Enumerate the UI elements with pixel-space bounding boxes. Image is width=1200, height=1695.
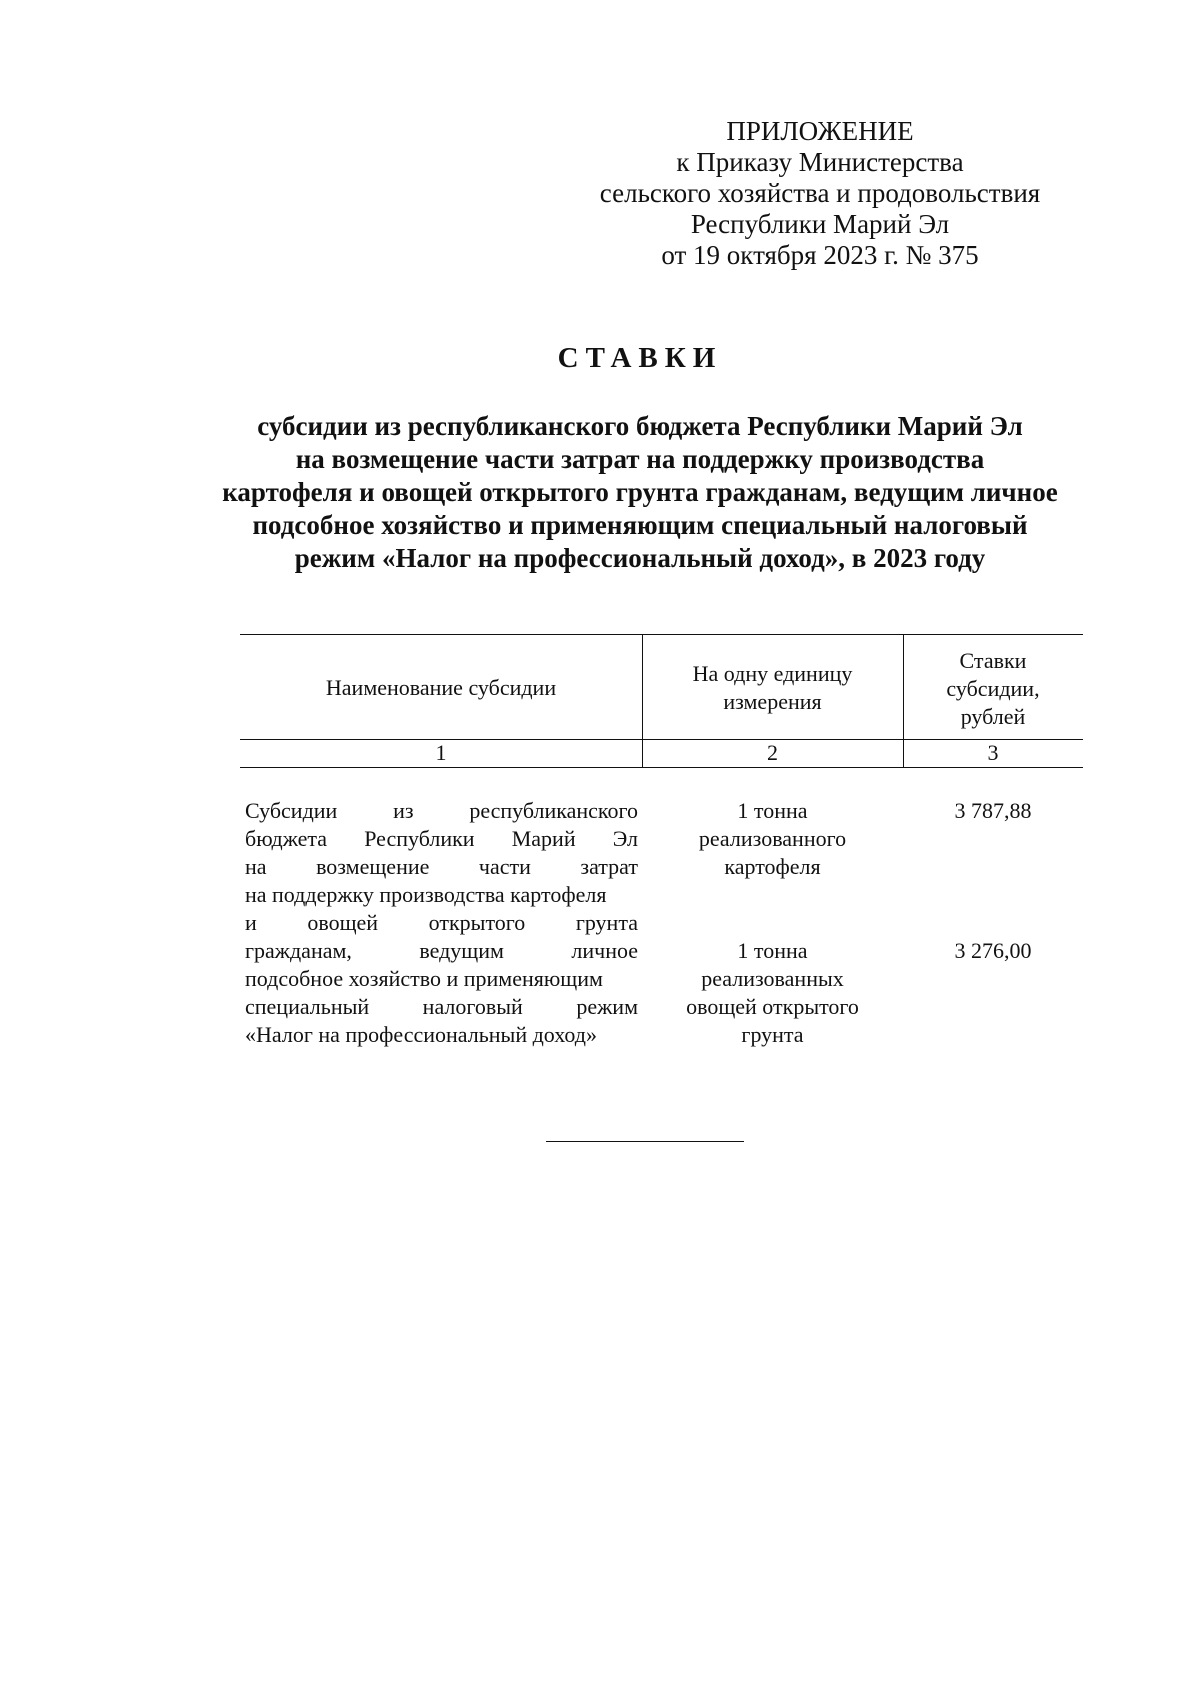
- word: и: [245, 910, 257, 935]
- appendix-label: ПРИЛОЖЕНИЕ: [726, 116, 914, 146]
- column-number: 1: [435, 740, 447, 765]
- rate-cell-potatoes: 3 787,88: [954, 798, 1032, 823]
- document-title: СТАВКИ: [557, 342, 723, 374]
- unit-line: реализованных: [701, 966, 844, 991]
- word: на: [245, 854, 267, 879]
- word: республиканского: [469, 798, 638, 823]
- column-number: 3: [987, 740, 999, 765]
- unit-cell-potatoes: [642, 797, 903, 881]
- rate-cell-vegetables: 3 276,00: [954, 938, 1032, 963]
- subtitle-line: картофеля и овощей открытого грунта гражданам, ведущим личное: [222, 477, 1058, 507]
- appendix-order-ref: к Приказу Министерства: [676, 147, 964, 177]
- column-number: 2: [767, 740, 778, 765]
- unit-line: картофеля: [724, 854, 821, 879]
- unit-line: реализованного: [698, 826, 847, 851]
- unit-cell-vegetables: [642, 937, 903, 1049]
- subsidy-name-line: [245, 937, 638, 965]
- appendix-date-number: от 19 октября 2023 г. № 375: [661, 240, 979, 270]
- unit-line: грунта: [741, 1022, 804, 1047]
- word: специальный: [245, 994, 370, 1019]
- word: бюджета: [245, 826, 328, 851]
- header-subsidy-name: Наименование субсидии: [325, 675, 557, 700]
- word: налоговый: [422, 994, 523, 1019]
- word: овощей: [307, 910, 379, 935]
- word: возмещение: [316, 854, 430, 879]
- word: личное: [571, 938, 638, 963]
- header-unit-line: На одну единицу: [692, 661, 853, 686]
- header-rate-line: субсидии,: [946, 676, 1040, 701]
- table-top-rule: [240, 634, 1083, 635]
- subsidy-name-line: [245, 909, 638, 937]
- appendix-republic: Республики Марий Эл: [690, 209, 950, 239]
- word: ведущим: [419, 938, 504, 963]
- table-numbering-rule: [240, 767, 1083, 768]
- word: Марий: [511, 826, 576, 851]
- header-unit-line: измерения: [723, 689, 822, 714]
- unit-line: 1 тонна: [737, 798, 808, 823]
- word: гражданам,: [245, 938, 352, 963]
- word: Республики: [364, 826, 475, 851]
- header-rate: [903, 647, 1083, 731]
- document-subtitle: [190, 410, 1090, 575]
- word: грунта: [575, 910, 638, 935]
- closing-rule: [546, 1141, 744, 1142]
- subsidy-name-line: [245, 797, 638, 825]
- word: Субсидии: [245, 798, 338, 823]
- word: части: [478, 854, 531, 879]
- subsidy-name-line: [245, 853, 638, 881]
- word: открытого: [428, 910, 526, 935]
- unit-line: 1 тонна: [737, 938, 808, 963]
- word: Эл: [612, 826, 638, 851]
- subsidy-name-line: [245, 993, 638, 1021]
- header-unit: [642, 660, 903, 716]
- header-rate-line: Ставки: [959, 648, 1027, 673]
- subtitle-line: режим «Налог на профессиональный доход», в 2023 году: [294, 543, 986, 573]
- subtitle-line: субсидии из республиканского бюджета Республики Марий Эл: [257, 411, 1023, 441]
- appendix-ministry: сельского хозяйства и продовольствия: [599, 178, 1041, 208]
- word: режим: [576, 994, 638, 1019]
- subsidy-name-line: подсобное хозяйство и применяющим: [245, 966, 603, 991]
- appendix-header: [560, 116, 1080, 271]
- subsidy-name-line: на поддержку производства картофеля: [245, 882, 607, 907]
- subsidy-name-line: [245, 825, 638, 853]
- subsidy-name-cell: [245, 797, 638, 1049]
- subtitle-line: подсобное хозяйство и применяющим специальный налоговый: [252, 510, 1028, 540]
- unit-line: овощей открытого: [686, 994, 859, 1019]
- word: из: [393, 798, 414, 823]
- subtitle-line: на возмещение части затрат на поддержку производства: [295, 444, 985, 474]
- word: затрат: [580, 854, 638, 879]
- header-rate-line: рублей: [960, 704, 1026, 729]
- subsidy-name-line: «Налог на профессиональный доход»: [245, 1022, 597, 1047]
